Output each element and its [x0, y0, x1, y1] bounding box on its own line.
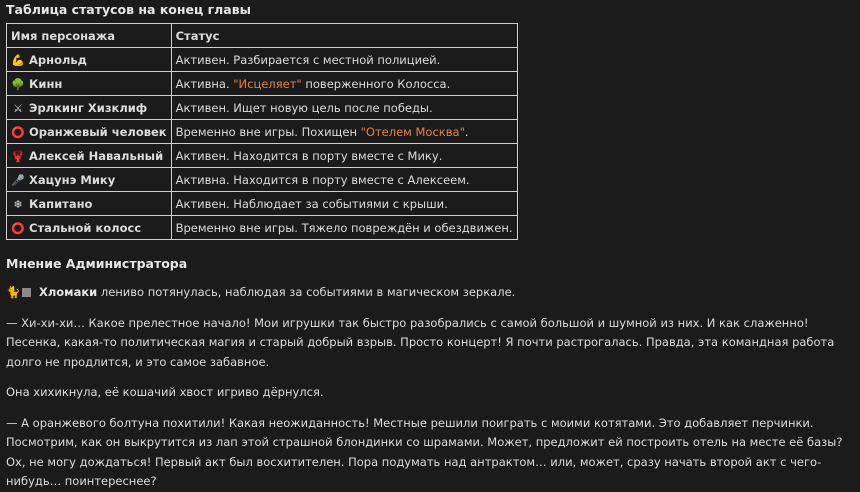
- status-highlight: "Исцеляет": [233, 76, 302, 91]
- character-name-cell: [7, 216, 172, 240]
- header-status: Статус: [171, 24, 517, 48]
- character-name: Хацунэ Мику: [29, 172, 116, 187]
- paragraph-2: Она хихикнула, её кошачий хвост игриво дёрнулся.: [6, 385, 324, 399]
- table-row: [7, 144, 518, 168]
- crossed-swords-icon: ⚔: [13, 101, 23, 115]
- character-name-cell: [7, 48, 172, 72]
- lobster-icon: 🦞: [11, 149, 25, 163]
- status-cell: [171, 192, 517, 216]
- character-name-cell: [7, 72, 172, 96]
- table-header-row: [7, 24, 518, 48]
- microphone-icon: 🎤: [11, 173, 25, 187]
- tree-icon: 🌳: [11, 77, 25, 91]
- status-cell: [171, 96, 517, 120]
- table-row: [7, 168, 518, 192]
- paragraph-1: — Хи-хи-хи… Какое прелестное начало! Мои игрушки так быстро разобрались с самой большой и шумной из них. И как слаженно! Песенка, какая-то политическая магия и старый добрый взрыв. Просто концерт! Я почти растрогалась. Правда, эта командная работа долго не продлится, и это самое забавное.: [6, 315, 835, 369]
- status-cell: [171, 72, 517, 96]
- red-circle-icon: ⭕: [11, 125, 25, 139]
- table-row: [7, 216, 518, 240]
- red-circle-icon: ⭕: [11, 221, 25, 235]
- character-name-cell: [7, 168, 172, 192]
- character-name: Стальной колосс: [29, 220, 142, 235]
- status-text: Активен. Наблюдает за событиями с крыши.: [175, 196, 448, 211]
- admin-title: Мнение Администратора: [6, 256, 188, 271]
- header-name: Имя персонажа: [7, 24, 172, 48]
- speaker-name: Хломаки: [38, 285, 98, 299]
- paragraph-3: — А оранжевого болтуна похитили! Какая неожиданность! Местные решили поиграть с моими котятами. Это добавляет перчинки. Посмотрим, как он выкрутится из лап этой страшной блондинки со шрамами. Может, предложит ей построить отель на месте её базы? Ох, не могу дождаться! Первый акт был восхитителен. Пора подумать над антрактом… или, может, сразу начать второй акт с чего-нибудь… поинтереснее?: [6, 415, 843, 488]
- status-cell: [171, 48, 517, 72]
- status-cell: [171, 216, 517, 240]
- status-table: [6, 23, 518, 240]
- character-name: Алексей Навальный: [29, 148, 164, 163]
- character-name: Эрлкинг Хизклиф: [29, 100, 148, 115]
- character-name-cell: [7, 120, 172, 144]
- snowflake-icon: ❄: [13, 197, 23, 211]
- status-text: Активен. Ищет новую цель после победы.: [175, 100, 433, 115]
- status-text: Временно вне игры. Похищен: [175, 124, 361, 139]
- status-text: Временно вне игры. Тяжело повреждён и обездвижен.: [175, 220, 513, 235]
- status-text: Активен. Разбирается с местной полицией.: [175, 52, 441, 67]
- status-text-end: поверженного Колосса.: [301, 76, 451, 91]
- table-row: [7, 48, 518, 72]
- table-row: [7, 192, 518, 216]
- character-name: Оранжевый человек: [29, 124, 167, 139]
- status-text: Активна.: [175, 76, 234, 91]
- intro-paragraph: [6, 283, 854, 303]
- character-name-cell: [7, 96, 172, 120]
- character-name-cell: [7, 144, 172, 168]
- table-row: [7, 96, 518, 120]
- character-name: Арнольд: [29, 52, 87, 67]
- character-name-cell: [7, 192, 172, 216]
- table-row: [7, 72, 518, 96]
- status-text: Активна. Находится в порту вместе с Алексеем.: [175, 172, 470, 187]
- status-text: Активен. Находится в порту вместе с Мику.: [175, 148, 443, 163]
- character-name: Кинн: [29, 76, 63, 91]
- intro-text: лениво потянулась, наблюдая за событиями в магическом зеркале.: [97, 285, 516, 299]
- status-text-end: .: [464, 124, 469, 139]
- square-icon: [22, 288, 31, 297]
- cat-icon: 🐈: [6, 285, 21, 299]
- status-cell: [171, 144, 517, 168]
- status-cell: [171, 120, 517, 144]
- table-row: [7, 120, 518, 144]
- status-cell: [171, 168, 517, 192]
- status-highlight: "Отелем Москва": [360, 124, 465, 139]
- flexed-biceps-icon: 💪: [11, 53, 25, 67]
- table-title: Таблица статусов на конец главы: [6, 2, 251, 17]
- character-name: Капитано: [29, 196, 93, 211]
